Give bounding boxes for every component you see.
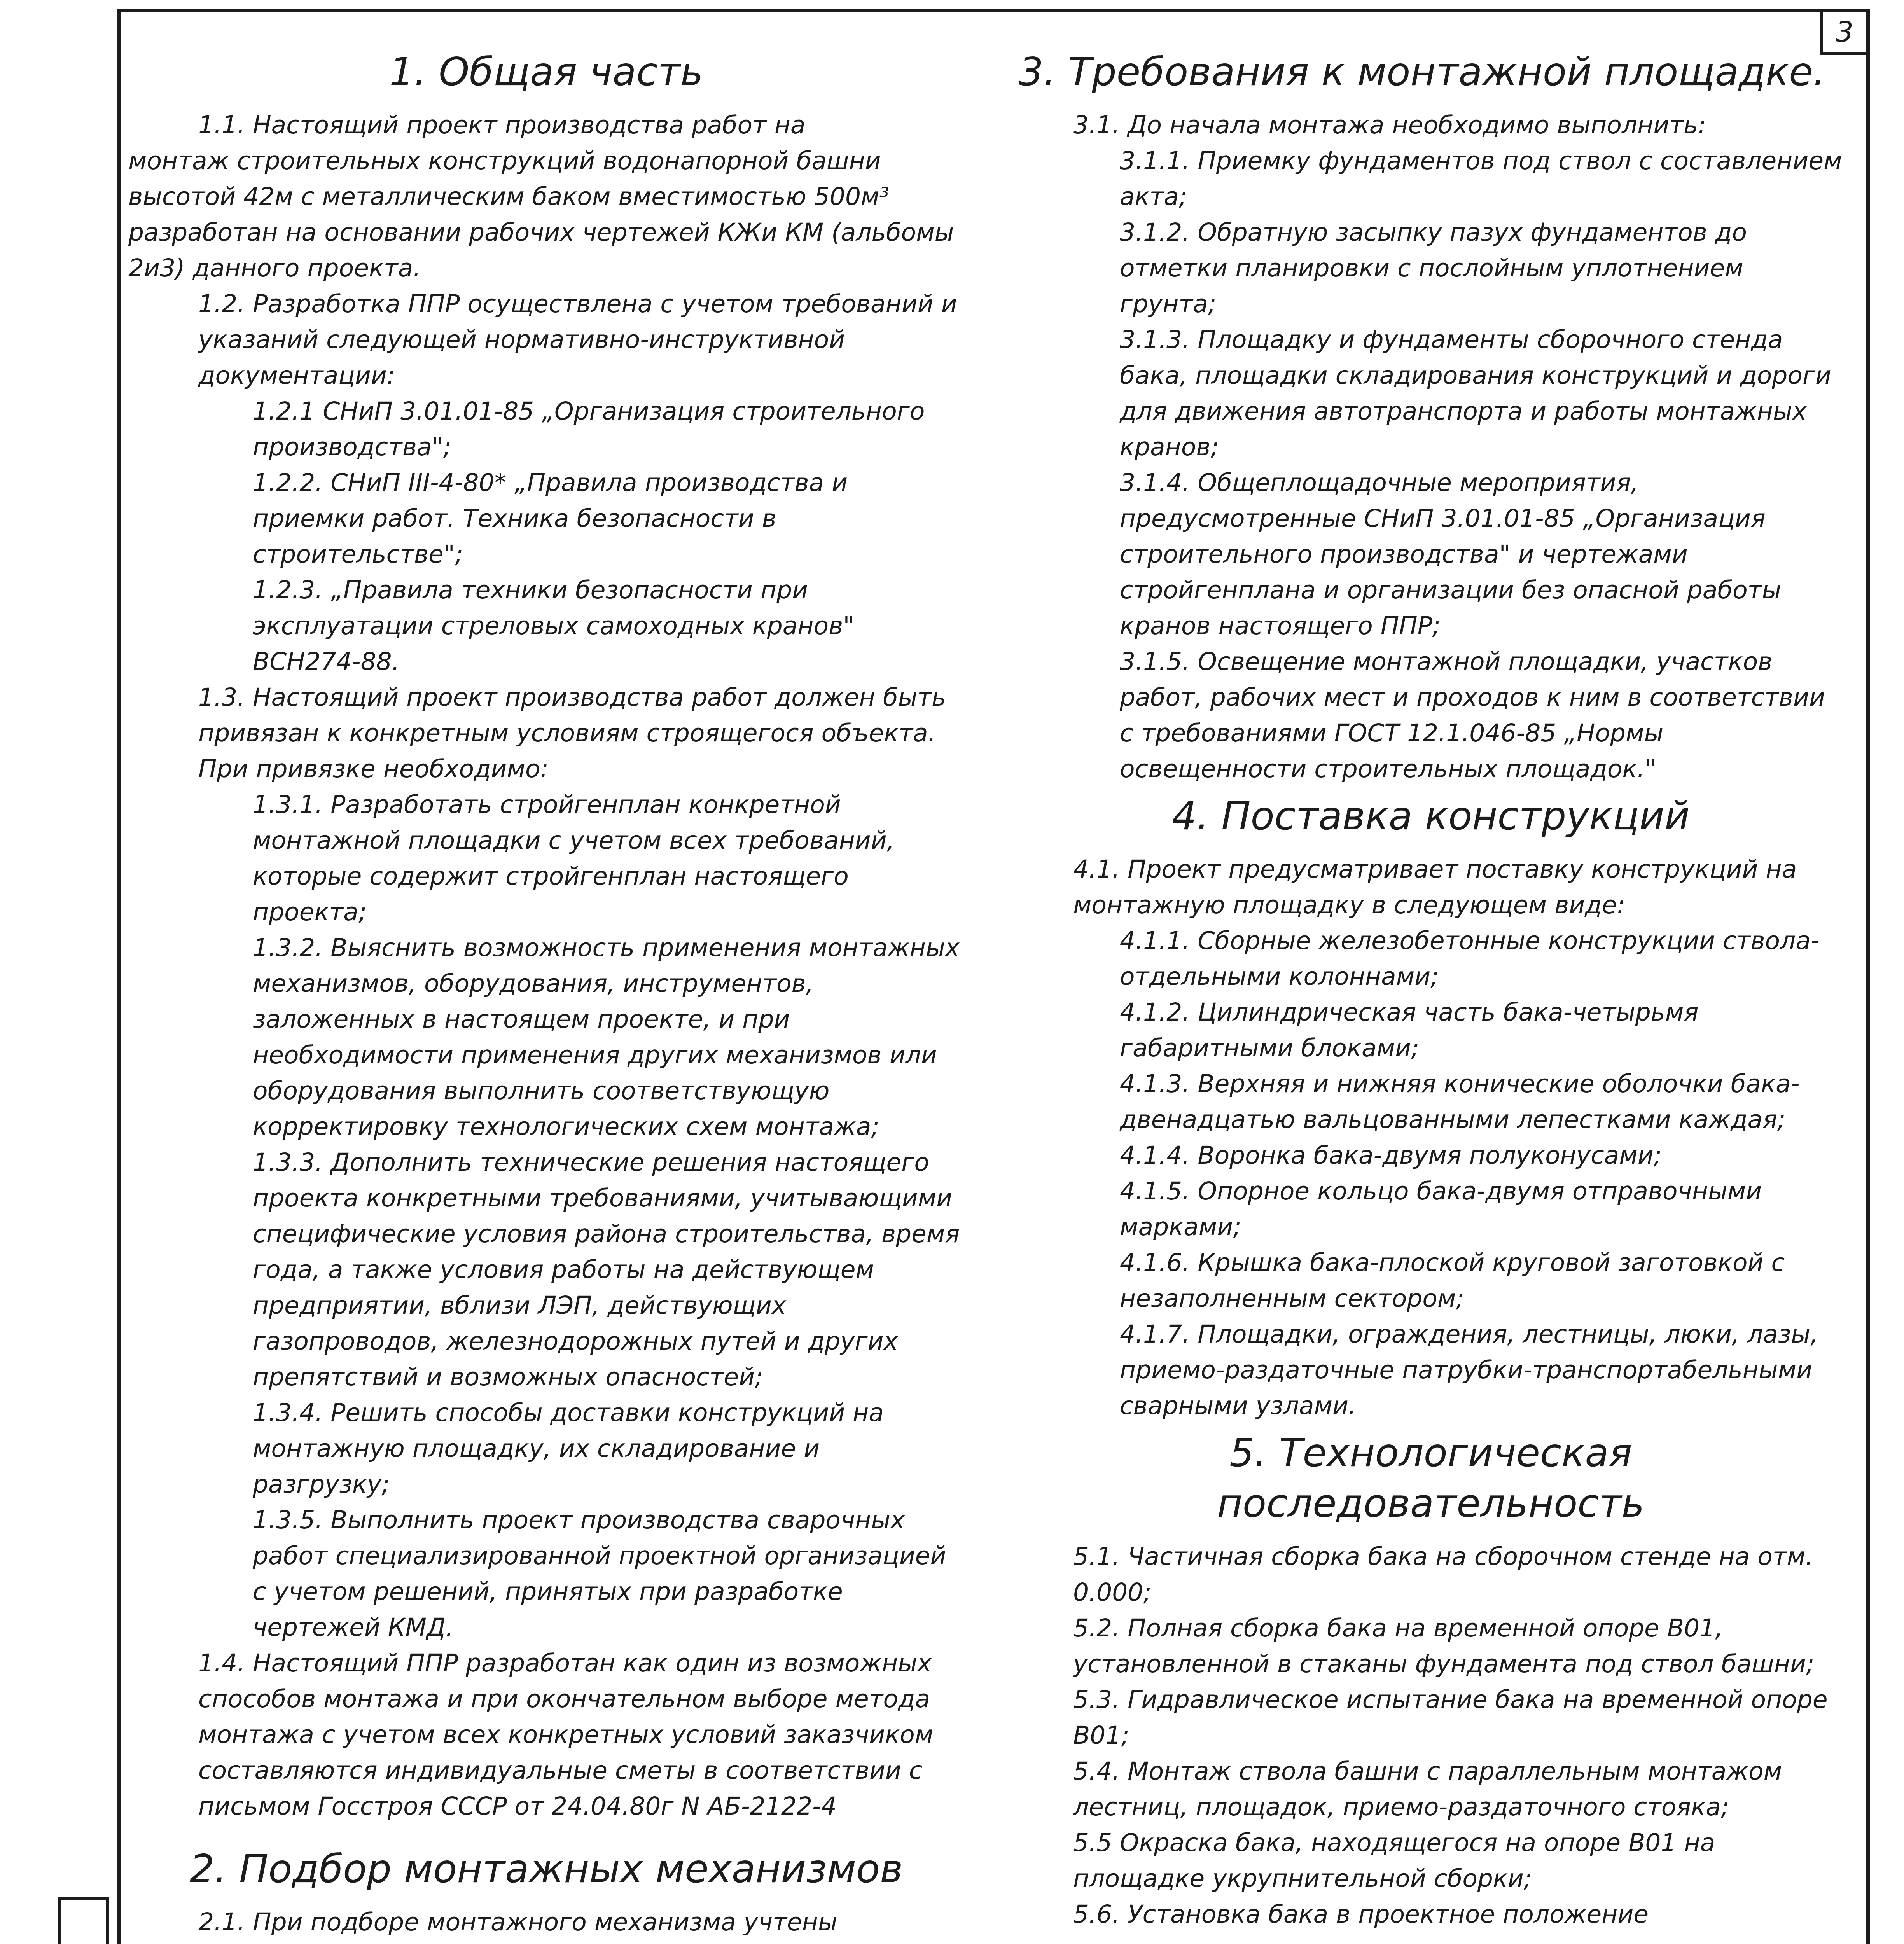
paragraph: 1.3.2. Выяснить возможность применения монтажных механизмов, оборудования, инструментов, заложенных в настоящем проекте, и при необходимости применения других механизмов или оборудования выполнить соответствующую корректировку технологических схем монтажа; [253,934,960,1141]
section-heading: 2. Подбор монтажных механизмов [189,1846,903,1892]
paragraph: 3.1. До начала монтажа необходимо выполнить: [1073,111,1706,139]
section-heading: 1. Общая часть [389,49,703,94]
spacer [1019,1932,1843,1944]
paragraph: 3.1.3. Площадку и фундаменты сборочного стенда бака, площадки складирования конструкций и дороги для движения автотранспорта и работы монтажных кранов; [1120,325,1831,461]
paragraph: 3.1.2. Обратную засыпку пазух фундаментов до отметки планировки с послойным уплотнением грунта; [1120,218,1747,318]
section-heading: 3. Требования к монтажной площадке. [1019,49,1825,94]
paragraph: 5.6. Установка бака в проектное положение [1073,1900,1649,1928]
paragraph: 1.4. Настоящий ППР разработан как один из возможных способов монтажа и при окончательном выборе метода монтажа с учетом всех конкретных условий заказчиком составляются индивидуальные сметы в соответствии с письмом Госстроя СССР от 24.04.80г N АБ-2122-4 [198,1649,934,1820]
paragraph: 3.1.1. Приемку фундаментов под ствол с составлением акта; [1120,147,1842,211]
paragraph: 5.3. Гидравлическое испытание бака на временной опоре В01; [1073,1685,1828,1750]
paragraph: 1.3. Настоящий проект производства работ должен быть привязан к конкретным условиям строящегося объекта. При привязке необходимо: [198,683,946,783]
paragraph: 1.2. Разработка ППР осуществлена с учетом требований и указаний следующей нормативно-инструктивной документации: [198,290,957,390]
paragraph: 3.1.4. Общеплощадочные мероприятия, предусмотренные СНиП 3.01.01-85 „Организация строительного производства" и чертежами стройгенплана и организации без опасной работы кранов настоящего ППР; [1120,469,1782,640]
paragraph: 3.1.5. Освещение монтажной площадки, участков работ, рабочих мест и проходов к ним в соответствии с требованиями ГОСТ 12.1.046-85 „Нормы освещенности строительных площадок." [1120,647,1825,783]
paragraph: 1.2.1 СНиП 3.01.01-85 „Организация строительного производства"; [253,397,925,461]
section-heading: 4. Поставка конструкций [1172,793,1690,839]
paragraph: монтаж строительных конструкций водонапорной башни высотой 42м с металлическим баком вместимостью 500м³ разработан на основании рабочих чертежей КЖи КМ (альбомы 2и3) данного проекта. [128,147,954,282]
paragraph: 5.1. Частичная сборка бака на сборочном стенде на отм. 0.000; [1073,1542,1813,1607]
paragraph: 4.1.3. Верхняя и нижняя конические оболочки бака-двенадцатью вальцованными лепестками каждая; [1120,1070,1800,1134]
paragraph: 5.4. Монтаж ствола башни с параллельным монтажом лестниц, площадок, приемо-раздаточного стояка; [1073,1757,1782,1821]
right-text-column [1019,43,1843,1944]
paragraph: 1.2.3. „Правила техники безопасности при эксплуатации стреловых самоходных кранов" ВСН274-88. [253,576,855,676]
paragraph: 1.3.3. Дополнить технические решения настоящего проекта конкретными требованиями, учитывающими специфические условия района строительства, время года, а также условия работы на действующем предприятии, вблизи ЛЭП, действующих газопроводов, железнодорожных путей и других препятствий и возможных опасностей; [253,1148,960,1391]
paragraph: 1.1. Настоящий проект производства работ на [198,111,806,139]
paragraph: 5.2. Полная сборка бака на временной опоре В01, установленной в стаканы фундамента под ствол башни; [1073,1614,1815,1678]
side-strip-cell [61,1900,106,1944]
paragraph: 4.1.7. Площадки, ограждения, лестницы, люки, лазы, приемо-раздаточные патрубки-транспортабельными сварными узлами. [1120,1320,1818,1420]
paragraph: 4.1.1. Сборные железобетонные конструкции ствола-отдельными колоннами; [1120,927,1820,991]
paragraph: 1.3.1. Разработать стройгенплан конкретной монтажной площадки с учетом всех требований, которые содержит стройгенплан настоящего проекта; [253,790,895,926]
paragraph: 1.3.5. Выполнить проект производства сварочных работ специализированной проектной организацией с учетом решений, принятых при разработке чертежей КМД. [253,1506,946,1642]
paragraph: 4.1. Проект предусматривает поставку конструкций на монтажную площадку в следующем виде: [1073,855,1797,919]
paragraph: 4.1.4. Воронка бака-двумя полуконусами; [1120,1141,1662,1170]
section-heading: 5. Технологическая последовательность [1217,1430,1645,1526]
spacer [128,1824,964,1840]
approval-side-strip [58,1897,109,1944]
left-text-column [128,43,964,1944]
paragraph: 2.1. При подборе монтажного механизма учтены [198,1908,837,1936]
paragraph: 4.1.5. Опорное кольцо бака-двумя отправочными марками; [1120,1177,1762,1241]
sheet-number: 3 [1820,12,1866,55]
paragraph: 5.5 Окраска бака, находящегося на опоре В01 на площадке укрупнительной сборки; [1073,1829,1715,1893]
paragraph: 1.2.2. СНиП III-4-80* „Правила производства и приемки работ. Техника безопасности в строительстве"; [253,469,848,568]
paragraph: 4.1.2. Цилиндрическая часть бака-четырьмя габаритными блоками; [1120,998,1699,1062]
paragraph: 4.1.6. Крышка бака-плоской круговой заготовкой с незаполненным сектором; [1120,1248,1785,1313]
paragraph: 1.3.4. Решить способы доставки конструкций на монтажную площадку, их складирование и разгрузку; [253,1399,884,1498]
